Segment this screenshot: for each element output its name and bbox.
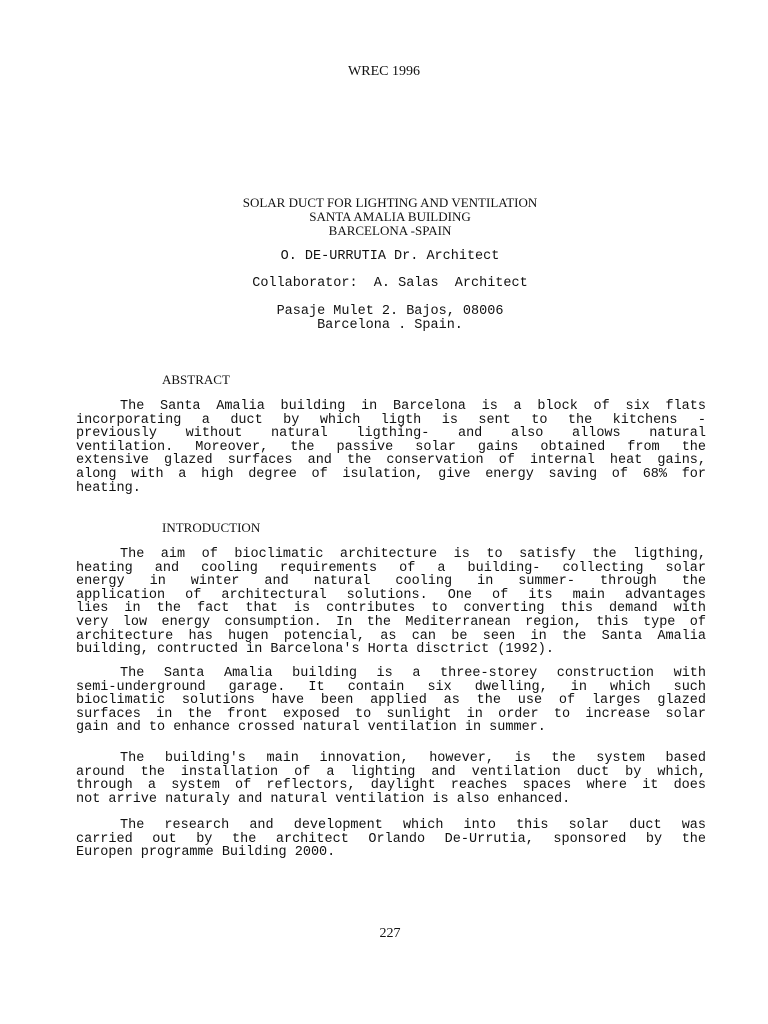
paper-title: [0, 196, 768, 238]
text-line: energy in winter and natural cooling in summer- through the: [76, 574, 706, 590]
text-line: The research and development which into this solar duct was: [120, 818, 706, 833]
intro-paragraph-1: [76, 548, 706, 657]
text-line: extensive glazed surfaces and the conservation of internal heat gains,: [76, 453, 706, 469]
title-line-1: SOLAR DUCT FOR LIGHTING AND VENTILATION: [242, 195, 538, 210]
text-line: lies in the fact that is contributes to converting this demand with: [76, 601, 706, 617]
abstract-paragraph: [76, 400, 706, 495]
intro-paragraph-4: [76, 819, 706, 860]
text-line: gain and to enhance crossed natural ventilation in summer.: [76, 720, 546, 736]
title-line-3: BARCELONA -SPAIN: [328, 223, 452, 238]
intro-paragraph-2: [76, 667, 706, 735]
intro-paragraph-3: [76, 752, 706, 806]
text-line: The building's main innovation, however, is the system based: [120, 751, 706, 766]
author-line: O. DE-URRUTIA Dr. Architect: [280, 249, 500, 264]
text-line: application of architectural solutions. One of its main advantages: [76, 587, 706, 603]
text-line: The Santa Amalia building is a three-storey construction with: [120, 666, 706, 681]
text-line: building, contructed in Barcelona's Horta disctrict (1992).: [76, 642, 554, 658]
text-line: very low energy consumption. In the Mediterranean region, this type of: [76, 614, 706, 630]
text-line: carried out by the architect Orlando De-Urrutia, sponsored by the: [76, 831, 706, 847]
address-line-2: Barcelona . Spain.: [317, 318, 463, 333]
text-line: Europen programme Building 2000.: [76, 845, 336, 861]
text-line: around the installation of a lighting and ventilation duct by which,: [76, 764, 706, 780]
text-line: The aim of bioclimatic architecture is to satisfy the ligthing,: [120, 547, 706, 562]
abstract-heading: ABSTRACT: [162, 372, 230, 387]
text-line: ventilation. Moreover, the passive solar gains obtained from the: [76, 439, 706, 455]
text-line: surfaces in the front exposed to sunlight in order to increase solar: [76, 706, 706, 722]
text-line: architecture has hugen potencial, as can be seen in the Santa Amalia: [76, 628, 706, 644]
text-line: semi-underground garage. It contain six dwelling, in which such: [76, 679, 706, 695]
text-line: along with a high degree of isulation, give energy saving of 68% for: [76, 466, 706, 482]
text-line: bioclimatic solutions have been applied as the use of larges glazed: [76, 693, 706, 709]
collaborator-line: Collaborator: A. Salas Architect: [252, 276, 528, 291]
text-line: heating.: [76, 480, 141, 496]
introduction-heading: INTRODUCTION: [162, 520, 261, 535]
text-line: heating and cooling requirements of a building- collecting solar: [76, 560, 706, 576]
text-line: The Santa Amalia building in Barcelona is a block of six flats: [120, 399, 706, 414]
page-number: 227: [379, 926, 401, 941]
text-line: through a system of reflectors, daylight reaches spaces where it does: [76, 778, 706, 794]
text-line: not arrive naturaly and natural ventilation is also enhanced.: [76, 791, 571, 807]
journal-header: WREC 1996: [348, 64, 420, 79]
title-line-2: SANTA AMALIA BUILDING: [309, 209, 471, 224]
address-line-1: Pasaje Mulet 2. Bajos, 08006: [276, 304, 504, 319]
text-line: incorporating a duct by which ligth is sent to the kitchens -: [76, 412, 706, 428]
text-line: previously without natural ligthing- and also allows natural: [76, 426, 706, 442]
